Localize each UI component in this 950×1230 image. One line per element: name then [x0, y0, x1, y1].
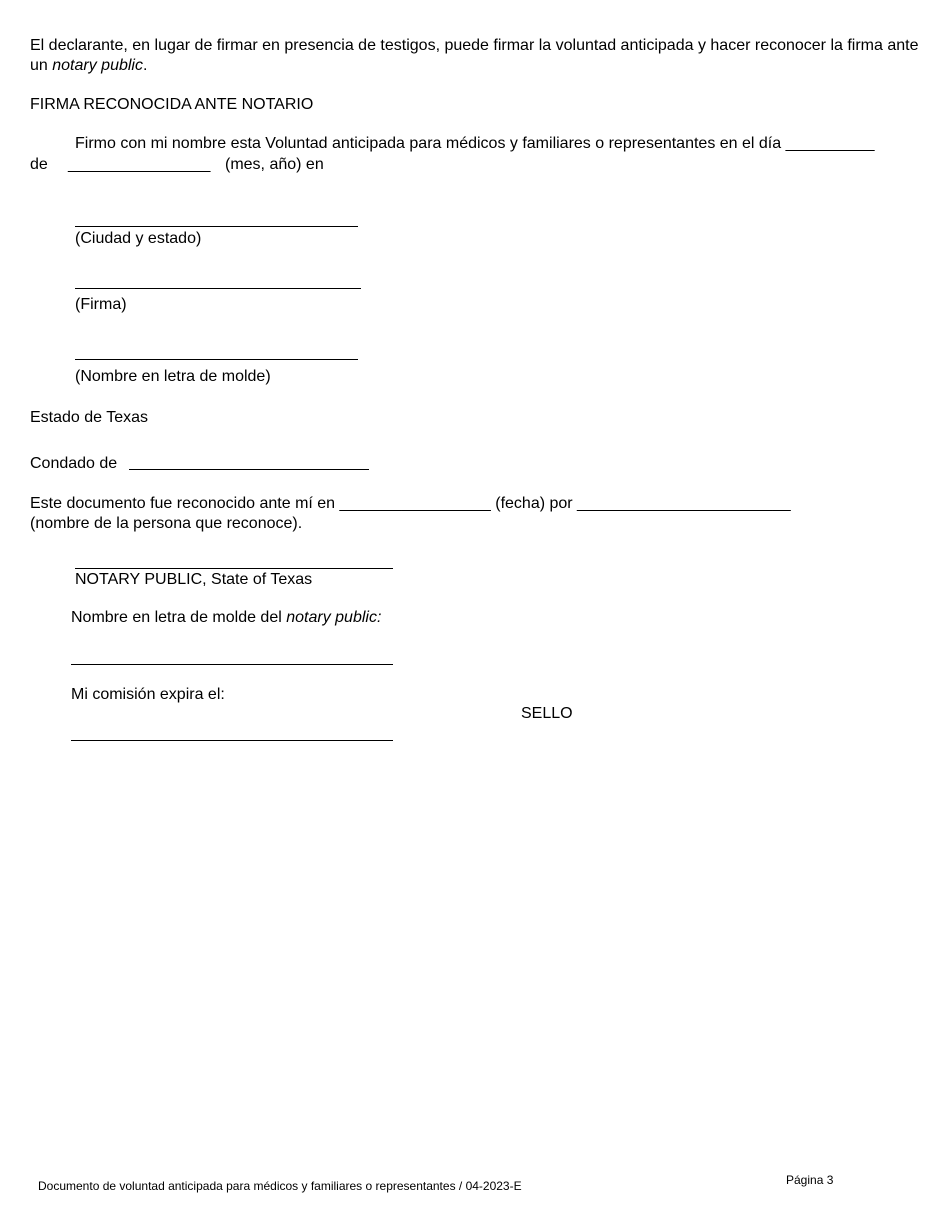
notary-printed-name-italic: notary public: — [286, 609, 382, 626]
acknowledgment-line2: (nombre de la persona que reconoce). — [30, 515, 303, 532]
notary-printed-name-line[interactable] — [71, 664, 393, 665]
intro-text: El declarante, en lugar de firmar en presencia de testigos, puede firmar la voluntad anticipada y hacer reconocer la firma ante un — [30, 37, 919, 74]
city-state-label: (Ciudad y estado) — [75, 230, 202, 247]
month-year-blank[interactable]: ________________ — [68, 156, 211, 173]
printed-name-line[interactable] — [75, 359, 358, 360]
acknowledgment-line1: Este documento fue reconocido ante mí en _________________ (fecha) por ________________________ — [30, 495, 791, 512]
seal-label: SELLO — [521, 705, 573, 722]
intro-notary-public: notary public — [52, 57, 143, 74]
county-label: Condado de — [30, 455, 118, 472]
page-number: Página 3 — [786, 1173, 834, 1187]
section-heading: FIRMA RECONOCIDA ANTE NOTARIO — [30, 96, 314, 113]
notary-title: NOTARY PUBLIC, State of Texas — [75, 571, 313, 588]
printed-name-label: (Nombre en letra de molde) — [75, 368, 271, 385]
notary-printed-name-label — [71, 608, 381, 628]
commission-line[interactable] — [71, 740, 393, 741]
sign-statement-line2-suffix: (mes, año) en — [225, 156, 324, 173]
signature-line[interactable] — [75, 288, 361, 289]
state-text: Estado de Texas — [30, 409, 149, 426]
sign-statement-line1: Firmo con mi nombre esta Voluntad anticipada para médicos y familiares o representantes en el día __________ — [75, 135, 875, 152]
sign-statement-line2-prefix: de — [30, 156, 48, 173]
city-state-line[interactable] — [75, 226, 358, 227]
signature-label: (Firma) — [75, 296, 127, 313]
county-line[interactable] — [129, 469, 369, 470]
notary-printed-name-text: Nombre en letra de molde del — [71, 609, 287, 626]
commission-label: Mi comisión expira el: — [71, 686, 225, 703]
notary-signature-line[interactable] — [75, 568, 393, 569]
footer-form-id: Documento de voluntad anticipada para médicos y familiares o representantes / 04-2023-E — [38, 1179, 522, 1193]
intro-period: . — [142, 57, 148, 74]
intro-paragraph — [30, 36, 920, 76]
